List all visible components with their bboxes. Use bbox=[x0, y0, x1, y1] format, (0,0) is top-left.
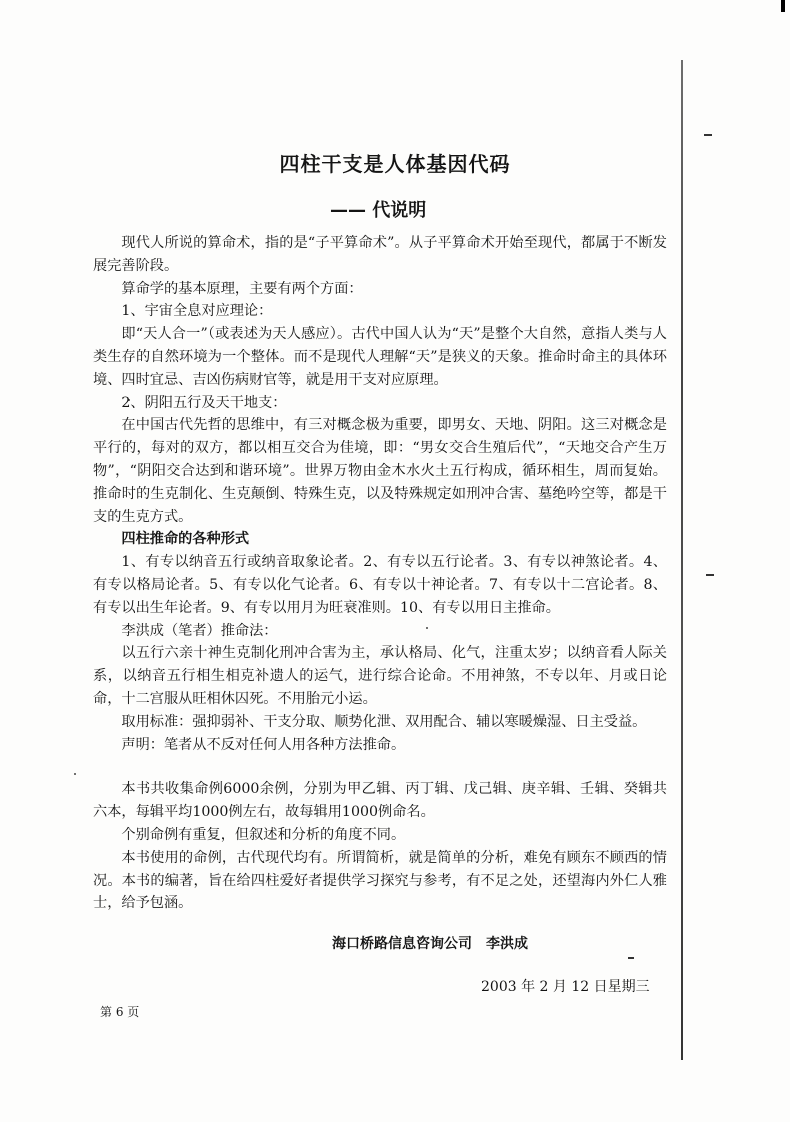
document-subtitle: —— 代说明 bbox=[330, 200, 427, 221]
section-heading: 四柱推命的各种形式 bbox=[121, 531, 250, 548]
binding-edge-line bbox=[681, 60, 683, 1060]
document-title: 四柱干支是人体基因代码 bbox=[279, 152, 511, 176]
paragraph: 个别命例有重复，但叙述和分析的角度不同。 bbox=[121, 826, 406, 843]
paragraph: 以五行六亲十神生克制化刑冲合害为主，承认格局、化气，注重太岁；以纳音看人际关系，以纳音五行相生相克补遗人的运气，进行综合论命。不用神煞，不专以年、月或日论命，十二宫服从旺相休囚死。不用胎元小运。 bbox=[93, 645, 667, 707]
paragraph: 取用标准：强抑弱补、干支分取、顺势化泄、双用配合、辅以寒暖燥湿、日主受益。 bbox=[121, 713, 647, 730]
scan-mark bbox=[781, 0, 785, 12]
paragraph: 本书使用的命例，古代现代均有。所谓简析，就是简单的分析，难免有顾东不顾西的情况。本书的编著，旨在给四柱爱好者提供学习探究与参考，有不足之处，还望海内外仁人雅士，给予包涵。 bbox=[93, 849, 667, 912]
document-date: 2003 年 2 月 12 日星期三 bbox=[481, 979, 650, 995]
margin-mark bbox=[628, 957, 634, 959]
margin-mark bbox=[704, 134, 712, 136]
scan-speck bbox=[74, 773, 76, 775]
paragraph: 1、有专以纳音五行或纳音取象论者。2、有专以五行论者。3、有专以神煞论者。4、有专以格局论者。5、有专以化气论者。6、有专以十神论者。7、有专以十二宫论者。8、有专以出生年论者。9、有专以用月为旺衰准则。10、有专以用日主推命。 bbox=[93, 554, 667, 616]
paragraph: 1、宇宙全息对应理论： bbox=[121, 303, 273, 320]
paragraph: 在中国古代先哲的思维中，有三对概念极为重要，即男女、天地、阴阳。这三对概念是平行的，每对的双方，都以相互交合为佳境，即：“男女交合生殖后代”，“天地交合产生万物”，“阴阳交合达到和谐环境”。世界万物由金木水火土五行构成，循环相生，周而复始。推命时的生克制化、生克颠倒、特殊生克，以及特殊规定如刑冲合害、墓绝吟空等，都是干支的生克方式。 bbox=[93, 417, 667, 525]
paragraph: 算命学的基本原理，主要有两个方面： bbox=[121, 280, 363, 297]
paragraph: 现代人所说的算命术，指的是“子平算命术”。从子平算命术开始至现代，都属于不断发展完善阶段。 bbox=[93, 235, 667, 274]
paragraph: 本书共收集命例6000余例，分别为甲乙辑、丙丁辑、戊己辑、庚辛辑、壬辑、癸辑共六本，每辑平均1000例左右，故每辑用1000例命名。 bbox=[93, 781, 667, 821]
statement: 声明：笔者从不反对任何人用各种方法推命。 bbox=[121, 736, 406, 753]
page-number: 第 6 页 bbox=[100, 1005, 140, 1019]
document-body bbox=[93, 232, 667, 915]
paragraph: 即“天人合一”（或表述为天人感应）。古代中国人认为“天”是整个大自然，意指人类与人类生存的自然环境为一个整体。而不是现代人理解“天”是狭义的天象。推命时命主的具体环境、四时宜忌、吉凶伤病财官等，就是用干支对应原理。 bbox=[93, 326, 667, 388]
paragraph: 李洪成（笔者）推命法： bbox=[121, 622, 278, 639]
paragraph: 2、阴阳五行及天干地支： bbox=[121, 394, 287, 411]
margin-mark bbox=[706, 574, 714, 576]
author-signature: 海口桥路信息咨询公司 李洪成 bbox=[332, 936, 528, 952]
